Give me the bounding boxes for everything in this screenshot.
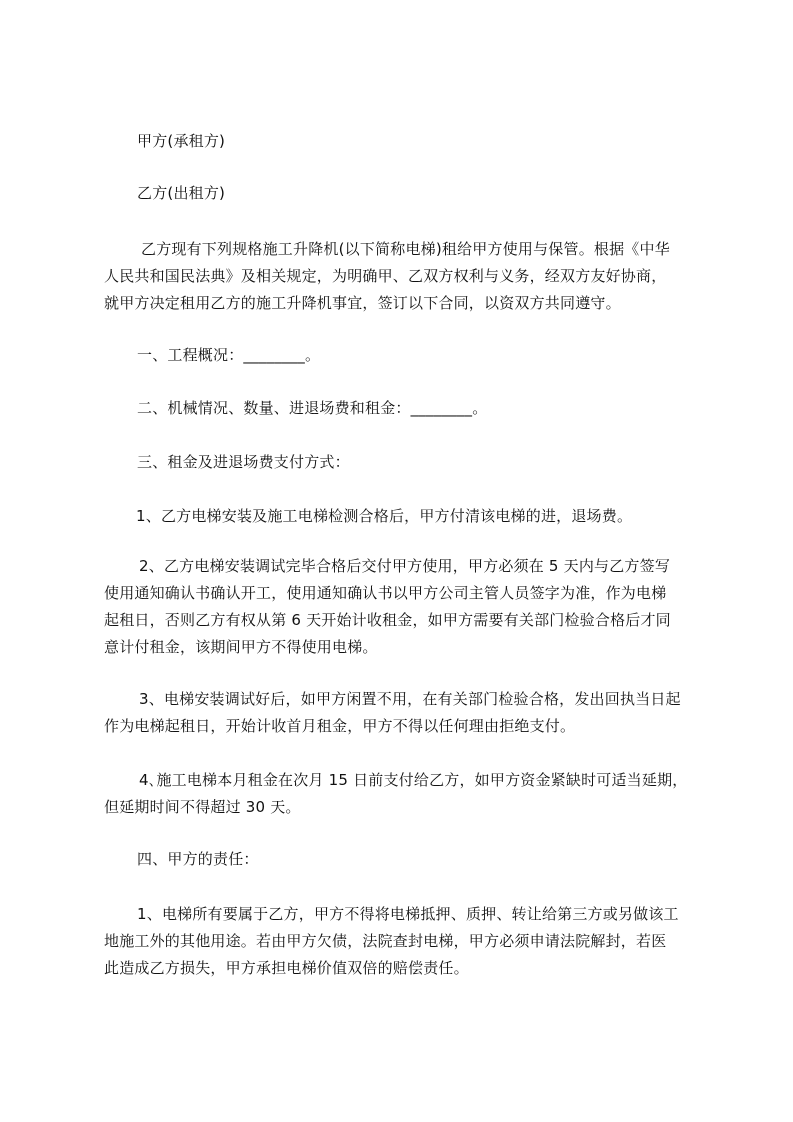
s3-item-2-line-1: 2、乙方电梯安装调试完毕合格后交付甲方使用，甲方必须在 5 天内与乙方签写 bbox=[139, 557, 671, 575]
s3-item-2-line-3: 起租日，否则乙方有权从第 6 天开始计收租金，如甲方需要有关部门检验合格后才同 bbox=[104, 611, 671, 629]
s3-item-3-line-2: 作为电梯起租日，开始计收首月租金，甲方不得以任何理由拒绝支付。 bbox=[104, 717, 576, 735]
section-2-heading: 二、机械情况、数量、进退场费和租金：________。 bbox=[137, 399, 488, 417]
s4-item-1-line-3: 此造成乙方损失，甲方承担电梯价值双倍的赔偿责任。 bbox=[104, 959, 469, 977]
s3-item-2-line-2: 使用通知确认书确认开工，使用通知确认书以甲方公司主管人员签字为准，作为电梯 bbox=[104, 584, 667, 602]
section-4-heading: 四、甲方的责任： bbox=[137, 850, 259, 868]
s3-item-1: 1、乙方电梯安装及施工电梯检测合格后，甲方付清该电梯的进，退场费。 bbox=[136, 507, 633, 525]
intro-line-3: 就甲方决定租用乙方的施工升降机事宜，签订以下合同，以资双方共同遵守。 bbox=[104, 294, 621, 312]
s3-item-4-line-2: 但延期时间不得超过 30 天。 bbox=[104, 798, 301, 816]
party-b-heading: 乙方(出租方) bbox=[137, 184, 226, 202]
section-1-heading: 一、工程概况：________。 bbox=[137, 346, 321, 364]
s3-item-2-line-4: 意计付租金，该期间甲方不得使用电梯。 bbox=[104, 638, 378, 656]
section-3-heading: 三、租金及进退场费支付方式： bbox=[137, 453, 350, 471]
s4-item-1-line-2: 地施工外的其他用途。若由甲方欠债，法院查封电梯，甲方必须申请法院解封，若医 bbox=[104, 932, 667, 950]
s3-item-4-line-1: 4､施工电梯本月租金在次月 15 日前支付给乙方，如甲方资金紧缺时可适当延期， bbox=[139, 771, 688, 789]
s3-item-3-line-1: 3、电梯安装调试好后，如甲方闲置不用，在有关部门检验合格，发出回执当日起 bbox=[139, 690, 681, 708]
intro-line-1: 乙方现有下列规格施工升降机(以下简称电梯)租给甲方使用与保管。根据《中华 bbox=[141, 240, 670, 258]
party-a-heading: 甲方(承租方) bbox=[137, 132, 226, 150]
s4-item-1-line-1: 1、电梯所有要属于乙方，甲方不得将电梯抵押、质押、转让给第三方或另做该工 bbox=[137, 905, 679, 923]
intro-line-2: 人民共和国民法典》及相关规定，为明确甲、乙双方权利与义务，经双方友好协商， bbox=[104, 267, 667, 285]
